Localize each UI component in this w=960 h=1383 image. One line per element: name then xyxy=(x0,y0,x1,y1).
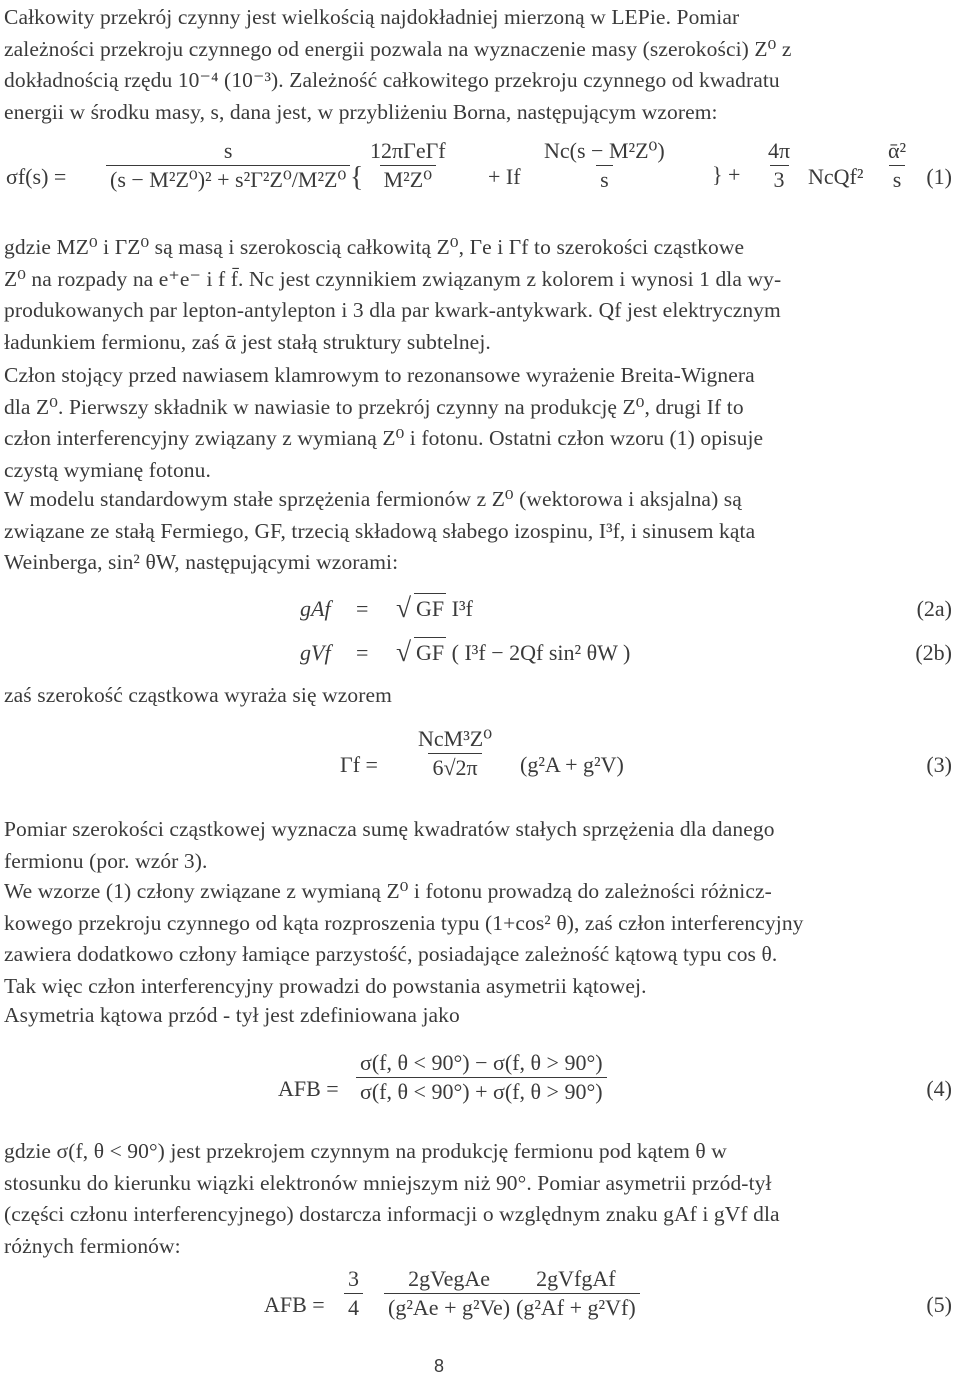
eq5-three-quarters: $\frac{3}{4}$ xyxy=(340,1268,367,1319)
eq2a-equals: = xyxy=(356,596,369,621)
eq1-resonance-fraction: $\frac{s}{\text{(s − M²Z⁰)² + s²Γ²Z⁰/M²Z⁰}}$ xyxy=(102,140,354,191)
text-line: czystą wymianę fotonu. xyxy=(4,457,211,482)
eq5-lhs: AFB = xyxy=(264,1292,325,1317)
text-line: gdzie σ(f, θ < 90°) jest przekrojem czynnym na produkcję fermionu pod kątem θ w xyxy=(4,1139,727,1163)
eq1-charge-factor: NcQf² xyxy=(808,164,864,189)
text-line: Całkowity przekrój czynny jest wielkością najdokładniej mierzoną w LEPie. Pomiar xyxy=(4,5,740,29)
eq1-brace-open: { xyxy=(350,162,364,193)
text-line: (części członu interferencyjnego) dostarcza informacji o względnym znaku gAf i gVf dla xyxy=(4,1202,780,1226)
equation-5 xyxy=(0,1268,960,1348)
equation-2a xyxy=(0,592,960,628)
eq1-interference-term: + If xyxy=(488,164,521,189)
eq2b-lhs: gVf xyxy=(300,640,331,665)
eq5-fermion-fraction: $\frac{\text{2gVfgAf}}{\text{(g²Af + g²Vf)}}$ xyxy=(508,1268,644,1319)
eq2a-number: (2a) xyxy=(916,596,952,621)
text-line: Tak więc człon interferencyjny prowadzi do powstania asymetrii kątowej. xyxy=(4,973,647,998)
text-line: fermionu (por. wzór 3). xyxy=(4,848,208,873)
eq1-z-fraction: $\frac{\text{12πΓeΓf}}{\text{M²Z⁰}}$ xyxy=(370,138,446,192)
eq5-number: (5) xyxy=(926,1292,952,1317)
eq1-brace-close: } + xyxy=(712,162,741,187)
text-line: ładunkiem fermionu, zaś ᾱ jest stałą struktury subtelnej. xyxy=(4,329,491,354)
asymmetry-intro xyxy=(4,1000,956,1032)
eq4-lhs: AFB = xyxy=(278,1076,339,1101)
text-line: We wzorze (1) człony związane z wymianą Z⁰ i fotonu prowadzą do zależności różnicz- xyxy=(4,879,772,903)
eq2b-rhs: √ GF ( I³f − 2Qf sin² θW ) xyxy=(396,642,630,664)
eq1-number: (1) xyxy=(926,164,952,189)
text-line: dokładnością rzędu 10⁻⁴ (10⁻³). Zależność całkowitego przekroju czynnego od kwadratu xyxy=(4,68,780,92)
text-line: różnych fermionów: xyxy=(4,1233,181,1258)
text-line: energii w środku masy, s, dana jest, w przybliżeniu Borna, następującym wzorem: xyxy=(4,99,718,124)
eq1-alpha-fraction: $\frac{\text{ᾱ²}}{s}$ xyxy=(888,138,907,192)
width-intro xyxy=(4,680,956,712)
text-line: stosunku do kierunku wiązki elektronów mniejszym niż 90°. Pomiar asymetrii przód-tył xyxy=(4,1170,772,1195)
eq2b-equals: = xyxy=(356,640,369,665)
standard-model-paragraph xyxy=(4,484,956,579)
eq3-number: (3) xyxy=(926,752,952,777)
eq4-fraction: $\frac{\sigma(f, \theta < 90^\circ) - \sigma(f, \theta > 90^\circ)}{\sigma(f, \theta < 90^\circ) + \sigma(f, \theta > 90^\circ)}$ xyxy=(352,1052,611,1103)
interference-paragraph xyxy=(4,876,956,1002)
text-line: człon interferencyjny związany z wymianą Z⁰ i fotonu. Ostatni człon wzoru (1) opisuje xyxy=(4,426,764,450)
breit-wigner-paragraph xyxy=(4,360,956,486)
text-line: zaś szerokość cząstkowa wyraża się wzorem xyxy=(4,683,392,707)
text-line: Z⁰ na rozpady na e⁺e⁻ i f f̄. Nc jest czynnikiem związanym z kolorem i wynosi 1 dla wy- xyxy=(4,266,782,291)
text-line: zawiera dodatkowo człony łamiące parzystość, posiadające zależność kątową typu cos θ. xyxy=(4,942,778,966)
eq1-interference-fraction: $\frac{\text{Nc(s − M²Z⁰)}}{s}$ xyxy=(544,138,665,192)
page-number: 8 xyxy=(434,1356,445,1376)
eq2a-lhs: gAf xyxy=(300,596,331,621)
text-line: gdzie MZ⁰ i ΓZ⁰ są masą i szerokoscią całkowitą Z⁰, Γe i Γf to szerokości cząstkowe xyxy=(4,235,745,259)
text-line: kowego przekroju czynnego od kąta rozproszenia typu (1+cos² θ), zaś człon interferencyjny xyxy=(4,910,804,935)
text-line: Człon stojący przed nawiasem klamrowym to rezonansowe wyrażenie Breita-Wignera xyxy=(4,363,755,387)
eq3-couplings: (g²A + g²V) xyxy=(520,752,624,777)
equation-1 xyxy=(0,140,960,220)
intro-paragraph xyxy=(4,2,956,128)
eq5-electron-fraction: $\frac{\text{2gVegAe}}{\text{(g²Ae + g²Ve)}}$ xyxy=(380,1268,518,1319)
equation-2b xyxy=(0,636,960,672)
text-line: Asymetria kątowa przód - tył jest zdefiniowana jako xyxy=(4,1003,460,1027)
text-line: dla Z⁰. Pierwszy składnik w nawiasie to przekrój czynny na produkcję Z⁰, drugi If to xyxy=(4,394,744,419)
text-line: zależności przekroju czynnego od energii pozwala na wyznaczenie masy (szerokości) Z⁰ z xyxy=(4,36,792,61)
asymmetry-definition-paragraph xyxy=(4,1136,956,1262)
text-line: produkowanych par lepton-antylepton i 3 dla par kwark-antykwark. Qf jest elektrycznym xyxy=(4,298,781,322)
text-line: Weinberga, sin² θW, następującymi wzorami: xyxy=(4,550,399,574)
eq3-fraction: $\frac{\text{NcM³Z⁰}}{6√2\pi}$ xyxy=(418,726,493,780)
eq2b-number: (2b) xyxy=(915,640,952,665)
definitions-paragraph xyxy=(4,232,956,358)
eq1-four-pi-third: $\frac{4\pi}{3}$ xyxy=(768,138,791,192)
equation-4 xyxy=(0,1052,960,1132)
partial-width-paragraph xyxy=(4,814,956,877)
text-line: W modelu standardowym stałe sprzężenia fermionów z Z⁰ (wektorowa i aksjalna) są xyxy=(4,487,742,511)
equation-3 xyxy=(0,728,960,808)
text-line: Pomiar szerokości cząstkowej wyznacza sumę kwadratów stałych sprzężenia dla danego xyxy=(4,817,775,841)
eq2a-rhs: √ GF I³f xyxy=(396,598,473,620)
text-line: związane ze stałą Fermiego, GF, trzecią składową słabego izospinu, I³f, i sinusem kąta xyxy=(4,518,756,543)
eq1-lhs: σf(s) = xyxy=(6,164,67,189)
eq3-lhs: Γf = xyxy=(340,752,378,777)
eq4-number: (4) xyxy=(926,1076,952,1101)
